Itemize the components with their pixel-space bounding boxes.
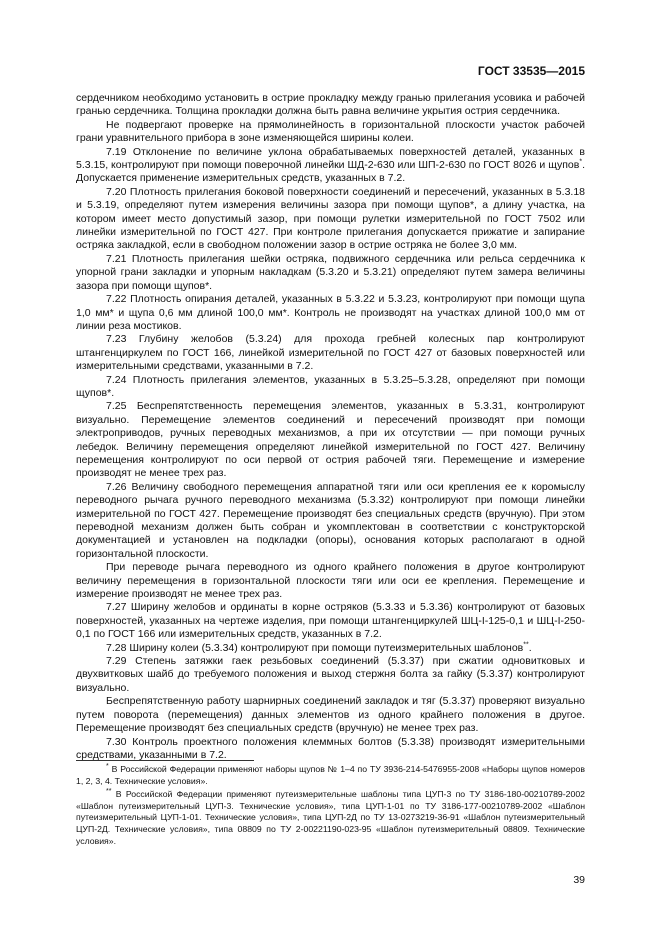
paragraph-text: 7.20 Плотность прилегания боковой поверхности соединений и пересечений, указанных в 5.3.18 и 5.3.19, определяют путем измерения величины зазора при помощи щупов*, а длину участка, на котором имеет место допустимый зазор, при помощи рулетки измерительной по ГОСТ 7502 или линейки измерительной по ГОСТ 427. При контроле прилегания допускается прижатие и запирание остряка закладкой, если в свободном положении зазор в острие остряка не более 3,0 мм.: [76, 185, 585, 252]
paragraph-text: 7.23 Глубину желобов (5.3.24) для прохода гребней колесных пар контролируют штангенциркулем по ГОСТ 166, линейкой измерительной по ГОСТ 427 от базовых поверхностей или измерительными средствами, указанными в 7.2.: [76, 333, 585, 373]
paragraph-text: 7.27 Ширину желобов и ординаты в корне остряков (5.3.33 и 5.3.36) контролируют от базовых поверхностей, указанных на чертеже изделия, при помощи штангенциркулей ШЦ-I-125-0,1 и ШЦ-I-250-0,1 по ГОСТ 166 или измерительных средств, указанных в 7.2.: [76, 601, 585, 641]
footnote: [76, 764, 585, 787]
paragraph: [76, 400, 585, 480]
paragraph-text: 7.26 Величину свободного перемещения аппаратной тяги или оси крепления ее к коромыслу переводного рычага ручного переводного механизма (5.3.32) контролируют при помощи линейки измерительной по ГОСТ 427. Перемещение производят без специальных средств (вручную). При этом переводной механизм должен быть собран и укомплектован в соответствии с конструкторской документацией и установлен на подкладки (опоры), основания которых располагают в одной горизонтальной плоскости.: [76, 480, 585, 560]
paragraph: [76, 253, 585, 293]
footnotes: [76, 764, 585, 849]
paragraph-text: 7.21 Плотность прилегания шейки остряка, подвижного сердечника или рельса сердечника к упорной грани закладки и упорным накладкам (5.3.20 и 5.3.21) определяют путем замера величины зазора при помощи щупов*.: [76, 252, 585, 292]
footnote-mark: **: [106, 788, 112, 796]
footnote: [76, 789, 585, 847]
paragraph-text: 7.28 Ширину колеи (5.3.34) контролируют при помощи путеизмерительных шаблонов: [106, 641, 524, 654]
paragraph-text: Беспрепятственную работу шарнирных соединений закладок и тяг (5.3.37) проверяют визуально путем поворота (перемещения) данных элементов из одного крайнего положения в другое. Перемещение производят без специальных средств (вручную) не менее трех раз.: [76, 695, 585, 735]
paragraph-text: 7.19 Отклонение по величине уклона обрабатываемых поверхностей деталей, указанных в 5.3.15, контролируют при помощи поверочной линейки ШД-2-630 или ШП-2-630 по ГОСТ 8026 и щупов: [76, 145, 585, 172]
paragraph-text: 7.22 Плотность опирания деталей, указанных в 5.3.22 и 5.3.23, контролируют при помощи щупа 1,0 мм* и щупа 0,6 мм длиной 100,0 мм*. Контроль не производят на участках длиной 100,0 мм от линии реза мостиков.: [76, 293, 585, 332]
paragraph-text-tail: . Допускается применение измерительных средств, указанных в 7.2.: [76, 159, 585, 185]
document-standard-header: ГОСТ 33535—2015: [477, 64, 585, 78]
paragraph-text: сердечником необходимо установить в острие прокладку между гранью прилегания усовика и рабочей гранью сердечника. Толщина прокладки должна быть равна величине укрытия острия сердечника.: [76, 92, 585, 118]
paragraph: [76, 333, 585, 373]
paragraph: [76, 374, 585, 401]
paragraph: [76, 601, 585, 641]
paragraph: [76, 561, 585, 601]
paragraph-text: 7.30 Контроль проектного положения клеммных болтов (5.3.38) производят измерительными средствами, указанными в 7.2.: [76, 735, 585, 761]
paragraph: [76, 293, 585, 333]
footnote-divider: [76, 760, 254, 761]
paragraph: [76, 186, 585, 253]
paragraph: [76, 695, 585, 735]
paragraph: [76, 655, 585, 695]
paragraph-text: 7.25 Беспрепятственность перемещения элементов, указанных в 5.3.31, контролируют визуально. Перемещение элементов соединений и пересечений производят при помощи электроприводов, ручных переводных механизмов, а при их отсутствии — при помощи ручных лебедок. Величину перемещения определяют линейкой измерительной по ГОСТ 427. Величину перемещения контролируют по оси первой от острия рабочей тяги. Перемещение и измерение производят не менее трех раз.: [76, 400, 585, 480]
footnote-marker: *: [579, 158, 583, 166]
paragraph-text-tail: .: [528, 641, 532, 654]
paragraph: [76, 92, 585, 119]
paragraph: [76, 146, 585, 186]
footnote-marker: **: [523, 641, 529, 649]
paragraph-text: 7.24 Плотность прилегания элементов, указанных в 5.3.25–5.3.28, определяют при помощи щупов*.: [76, 373, 585, 399]
paragraph: [76, 481, 585, 561]
footnote-text: В Российской Федерации применяют наборы щупов № 1–4 по ТУ 3936-214-5476955-2008 «Наборы щупов номеров 1, 2, 3, 4. Технические условия».: [76, 764, 585, 786]
paragraph: [76, 736, 585, 763]
footnote-mark: *: [106, 763, 109, 771]
paragraph-text: При переводе рычага переводного из одного крайнего положения в другое контролируют величину перемещения в горизонтальной плоскости тяги или оси ее крепления. Перемещение и измерение производят не менее трех раз.: [76, 561, 585, 601]
main-text: [76, 92, 585, 762]
page-number: 39: [573, 874, 585, 886]
footnote-text: В Российской Федерации применяют путеизмерительные шаблоны типа ЦУП-3 по ТУ 3186-180-00210789-2002 «Шаблон путеизмерительный ЦУП-3. Технические условия», типа ЦУП-1-01 по ТУ 3186-177-00210789-2002 «Шаблон путеизмерительный ЦУП-1-01. Технические условия», типа ЦУП-2Д по ТУ 13-0273219-36-91 «Шаблон путеизмерительный ЦУП-2Д. Технические условия», типа 08809 по ТУ 2-00221190-023-95 «Шаблон путеизмерительный 08809. Технические условия».: [76, 789, 585, 846]
paragraph-text: Не подвергают проверке на прямолинейность в горизонтальной плоскости участок рабочей грани уравнительного прибора в зоне изменяющейся ширины колеи.: [76, 118, 585, 145]
paragraph-text: 7.29 Степень затяжки гаек резьбовых соединений (5.3.37) при сжатии одновитковых и двухвитковых шайб до требуемого положения и выход стержня болта за гайку (5.3.37) контролируют визуально.: [76, 655, 585, 694]
paragraph: [76, 642, 585, 655]
paragraph: [76, 119, 585, 146]
